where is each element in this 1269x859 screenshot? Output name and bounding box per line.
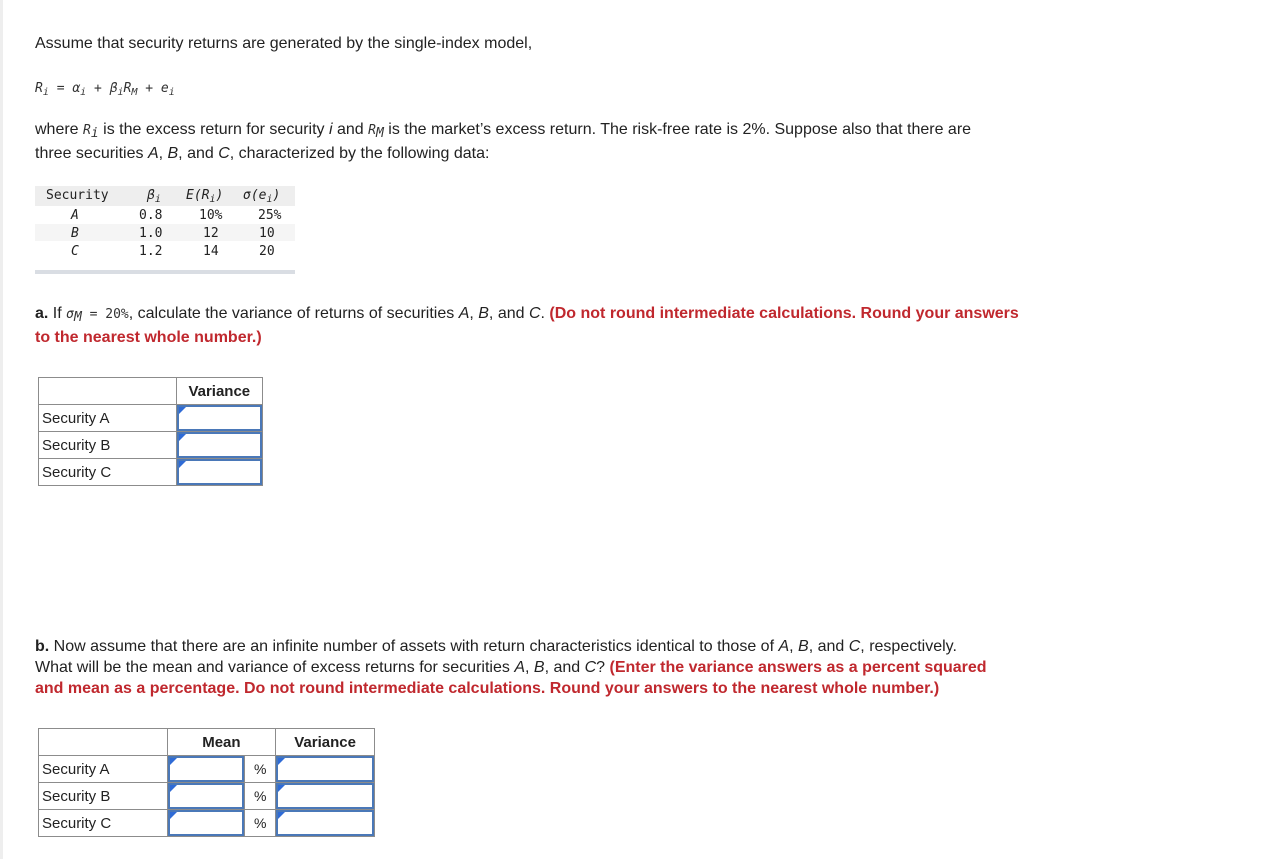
variance-input-security-c[interactable] <box>276 810 374 836</box>
variance-input-security-b[interactable] <box>177 432 262 458</box>
row-c-er: 14 <box>203 244 219 259</box>
percent-unit: % <box>245 783 276 810</box>
row-c-beta: 1.2 <box>139 244 163 259</box>
row-b-sigma: 10 <box>259 226 275 241</box>
table-a-row-label: Security A <box>39 405 177 432</box>
intro-text: Assume that security returns are generated by the single-index model, <box>35 35 533 52</box>
table-b-header-mean: Mean <box>167 729 276 756</box>
row-b-beta: 1.0 <box>139 226 163 241</box>
part-b-instruction-line3: and mean as a percentage. Do not round intermediate calculations. Round your answers to the nearest whole number.) <box>35 680 940 697</box>
part-a-instruction-line2: to the nearest whole number.) <box>35 329 262 346</box>
mean-variance-answer-table <box>38 728 375 837</box>
part-b-question-line2: What will be the mean and variance of excess returns for securities A, B, and C? (Enter the variance answers as a percent squared <box>35 659 987 676</box>
variance-input-security-a[interactable] <box>177 405 262 431</box>
row-b-er: 12 <box>203 226 219 241</box>
row-a-sigma: 25% <box>258 208 282 223</box>
row-c-security: C <box>71 244 79 259</box>
header-expected-return: $E(R_i)$ <box>186 188 224 205</box>
table-b-header-variance: Variance <box>276 729 375 756</box>
left-border <box>0 0 3 859</box>
row-a-er: 10% <box>199 208 223 223</box>
variance-input-security-c[interactable] <box>177 459 262 485</box>
table-b-row-label: Security B <box>39 783 168 810</box>
variance-answer-table <box>38 377 263 486</box>
data-table-bottom-rule <box>35 270 295 274</box>
table-a-header-variance: Variance <box>176 378 262 405</box>
header-beta: $\beta_i$ <box>147 188 161 205</box>
row-c-sigma: 20 <box>259 244 275 259</box>
variance-input-security-b[interactable] <box>276 783 374 809</box>
percent-unit: % <box>245 810 276 837</box>
header-residual-sd: $\sigma(e_i)$ <box>243 188 281 205</box>
row-a-beta: 0.8 <box>139 208 163 223</box>
table-a-row-label: Security C <box>39 459 177 486</box>
mean-input-security-b[interactable] <box>168 783 245 809</box>
part-a-question-line1: a. If $\sigma_M = 20\%$, calculate the variance of returns of securities A, B, and C. (Do not round intermediate calculations. Round your answers <box>35 305 1019 325</box>
mean-input-security-a[interactable] <box>168 756 245 782</box>
where-text-line2: three securities A, B, and C, characterized by the following data: <box>35 145 490 162</box>
percent-unit: % <box>245 756 276 783</box>
table-a-row-label: Security B <box>39 432 177 459</box>
variance-input-security-a[interactable] <box>276 756 374 782</box>
table-b-corner <box>39 729 168 756</box>
part-b-question-line1: b. Now assume that there are an infinite number of assets with return characteristics identical to those of A, B, and C, respectively. <box>35 638 957 655</box>
header-security: Security <box>46 188 109 203</box>
table-a-corner <box>39 378 177 405</box>
row-b-security: B <box>71 226 79 241</box>
single-index-equation: $R_i = \alpha_i + \beta_iR_M + e_i$ <box>35 81 175 98</box>
mean-input-security-c[interactable] <box>168 810 245 836</box>
where-text-line1: where $R_i$ is the excess return for security i and $R_M$ is the market’s excess return. The risk-free rate is 2%. Suppose also that there are <box>35 121 972 141</box>
table-b-row-label: Security A <box>39 756 168 783</box>
row-a-security: A <box>71 208 79 223</box>
table-b-row-label: Security C <box>39 810 168 837</box>
